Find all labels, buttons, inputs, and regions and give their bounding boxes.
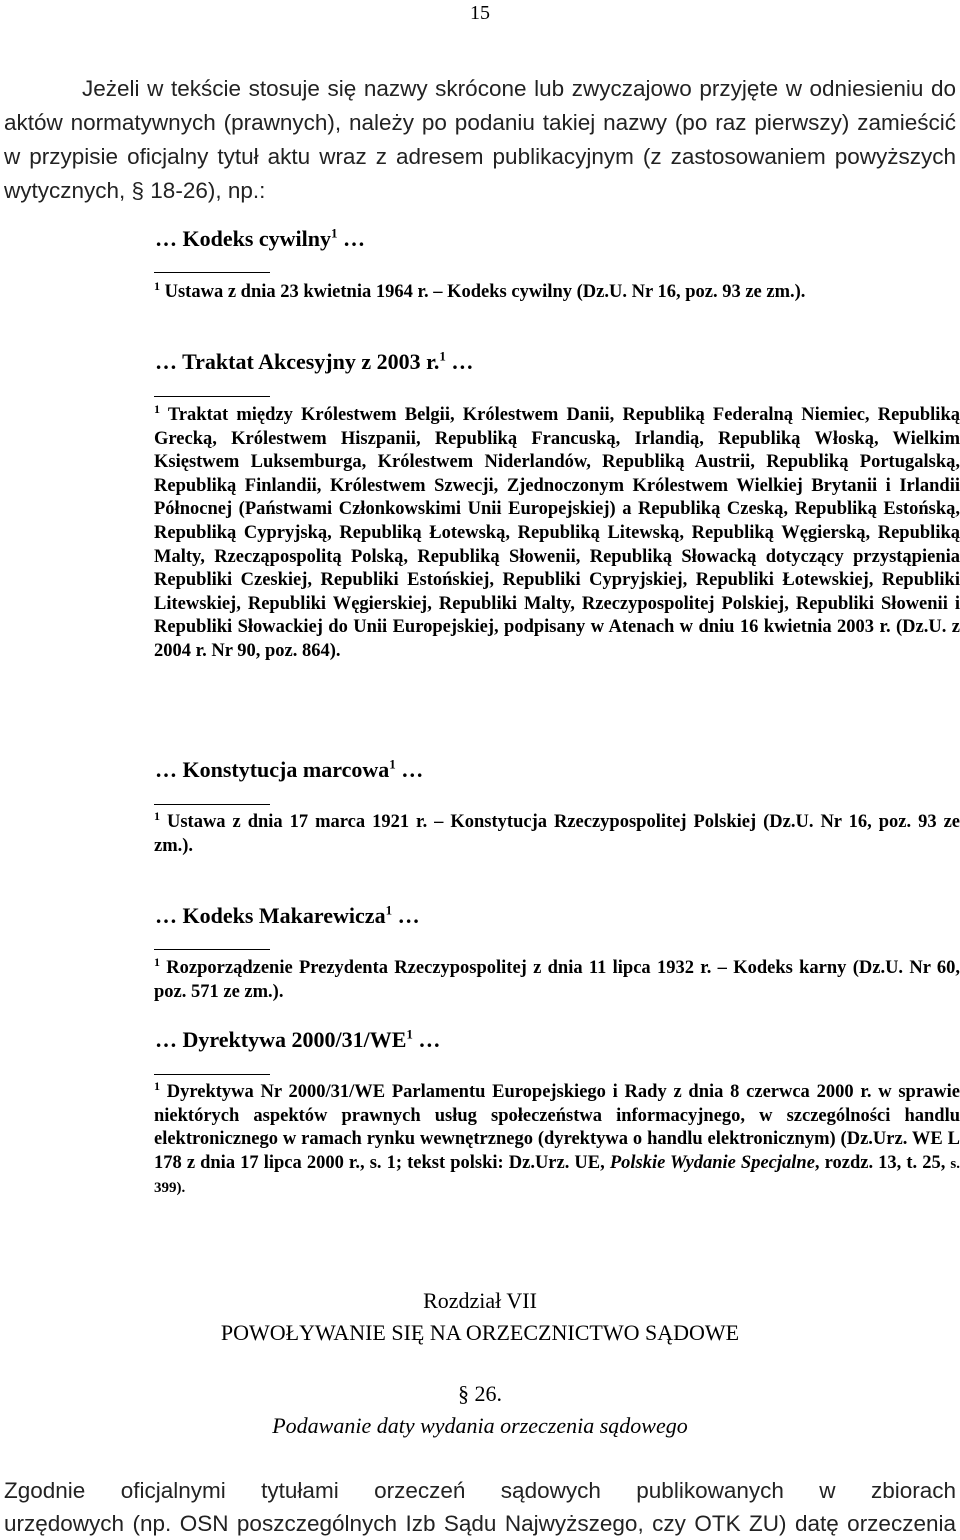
section-number: § 26. [458,1381,502,1406]
footnote-separator [154,272,270,273]
example-kodeks-cywilny: … Kodeks cywilny$^1$ … [155,225,366,251]
example-kodeks-makarewicza: … Kodeks Makarewicza$^1$ … [155,902,420,928]
chapter-title: POWOŁYWANIE SIĘ NA ORZECZNICTWO SĄDOWE [220,1320,740,1345]
example-traktat-akcesyjny: … Traktat Akcesyjny z 2003 r.$^1$ … [155,348,474,374]
footnote-dyrektywa: $^1$ Dyrektywa Nr 2000/31/WE Parlamentu Europejskiego i Rady z dnia 8 czerwca 2000 r. w sprawie niektórych aspektów prawnych usług społeczeństwa informacyjnego, w szczególności handlu elektronicznego w ramach rynku wewnętrznego (dyrektywa o handlu elektronicznym) (Dz.Urz. WE L 178 z dnia 17 lipca 2000 r., s. 1; tekst polski: Dz.Urz. UE, Polskie Wydanie Specjalne, rozdz. 13, t. 25, s. 399). [154,1078,960,1197]
intro-paragraph-text: Jeżeli w tekście stosuje się nazwy skrócone lub zwyczajowo przyjęte w odniesieniu do aktów normatywnych (prawnych), należy po podaniu takiej nazwy (po raz pierwszy) zamieścić w przypisie oficjalny tytuł aktu wraz z adresem publikacyjnym (z zastosowaniem powyższych wytycznych, § 18-26), np.: [4,76,956,203]
footnote-kodeks-makarewicza: $^1$ Rozporządzenie Prezydenta Rzeczypospolitej z dnia 11 lipca 1932 r. – Kodeks karny (Dz.U. Nr 60, poz. 571 ze zm.). [154,954,960,1002]
footnote-marker[interactable]: 1 [406,1026,413,1042]
footnote-separator [154,1074,270,1075]
footnote-traktat-akcesyjny: $^1$ Traktat między Królestwem Belgii, Królestwem Danii, Republiką Federalną Niemiec, Republiką Grecką, Królestwem Hiszpanii, Republiką Francuską, Irlandią, Republiką Włoską, Wielkim Księstwem Luksemburga, Królestwem Niderlandów, Republiką Austrii, Republiką Portugalską, Republiką Finlandii, Królestwem Szwecji, Zjednoczonym Królestwem Wielkiej Brytanii i Irlandii Północnej (Państwami Członkowskimi Unii Europejskiej) a Republiką Czeską, Republiką Estońską, Republiką Cypryjską, Republiką Łotewską, Republiką Litewską, Republiką Węgierską, Republiką Malty, Rzecząpospolitą Polską, Republiką Słowenii, Republiką Słowacką dotyczący przystąpienia Republiki Czeskiej, Republiki Estońskiej, Republiki Cypryjskiej, Republiki Łotewskiej, Republiki Litewskiej, Republiki Węgierskiej, Republiki Malty, Rzeczypospolitej Polskiej, Republiki Słowenii i Republiki Słowackiej do Unii Europejskiej, podpisany w Atenach w dniu 16 kwietnia 2003 r. (Dz.U. z 2004 r. Nr 90, poz. 864). [154,401,960,661]
footnote-marker[interactable]: 1 [389,756,396,772]
page-number: 15 [470,2,490,24]
example-dyrektywa: … Dyrektywa $2000/31/WE^1$ … [155,1026,441,1052]
footnote-separator [154,804,270,805]
footnote-separator [154,396,270,397]
section-title: Podawanie daty wydania orzeczenia sądowego [272,1413,688,1438]
chapter-number: Rozdział VII [423,1288,537,1313]
footnote-separator [154,949,270,950]
footnote-kodeks-cywilny: $^1$ Ustawa z dnia 23 kwietnia 1964 r. – Kodeks cywilny (Dz.U. Nr 16, poz. 93 ze zm.). [154,278,806,302]
footnote-marker[interactable]: 1 [331,225,338,241]
footnote-marker[interactable]: 1 [439,348,446,364]
closing-line: Zgodnie oficjalnymi tytułami orzeczeń sądowych publikowanych w zbiorach [4,1478,956,1503]
closing-paragraph [4,1474,956,1540]
intro-paragraph [4,72,956,208]
footnote-konstytucja-marcowa: $^1$ Ustawa z dnia 17 marca 1921 r. – Konstytucja Rzeczypospolitej Polskiej (Dz.U. Nr 16, poz. 93 ze zm.). [154,808,960,856]
closing-line: urzędowych (np. OSN poszczególnych Izb Sądu Najwyższego, czy OTK ZU) datę orzeczenia [4,1511,956,1536]
footnote-marker[interactable]: 1 [385,902,393,918]
example-konstytucja-marcowa: … Konstytucja marcowa$^1$ … [155,756,424,782]
